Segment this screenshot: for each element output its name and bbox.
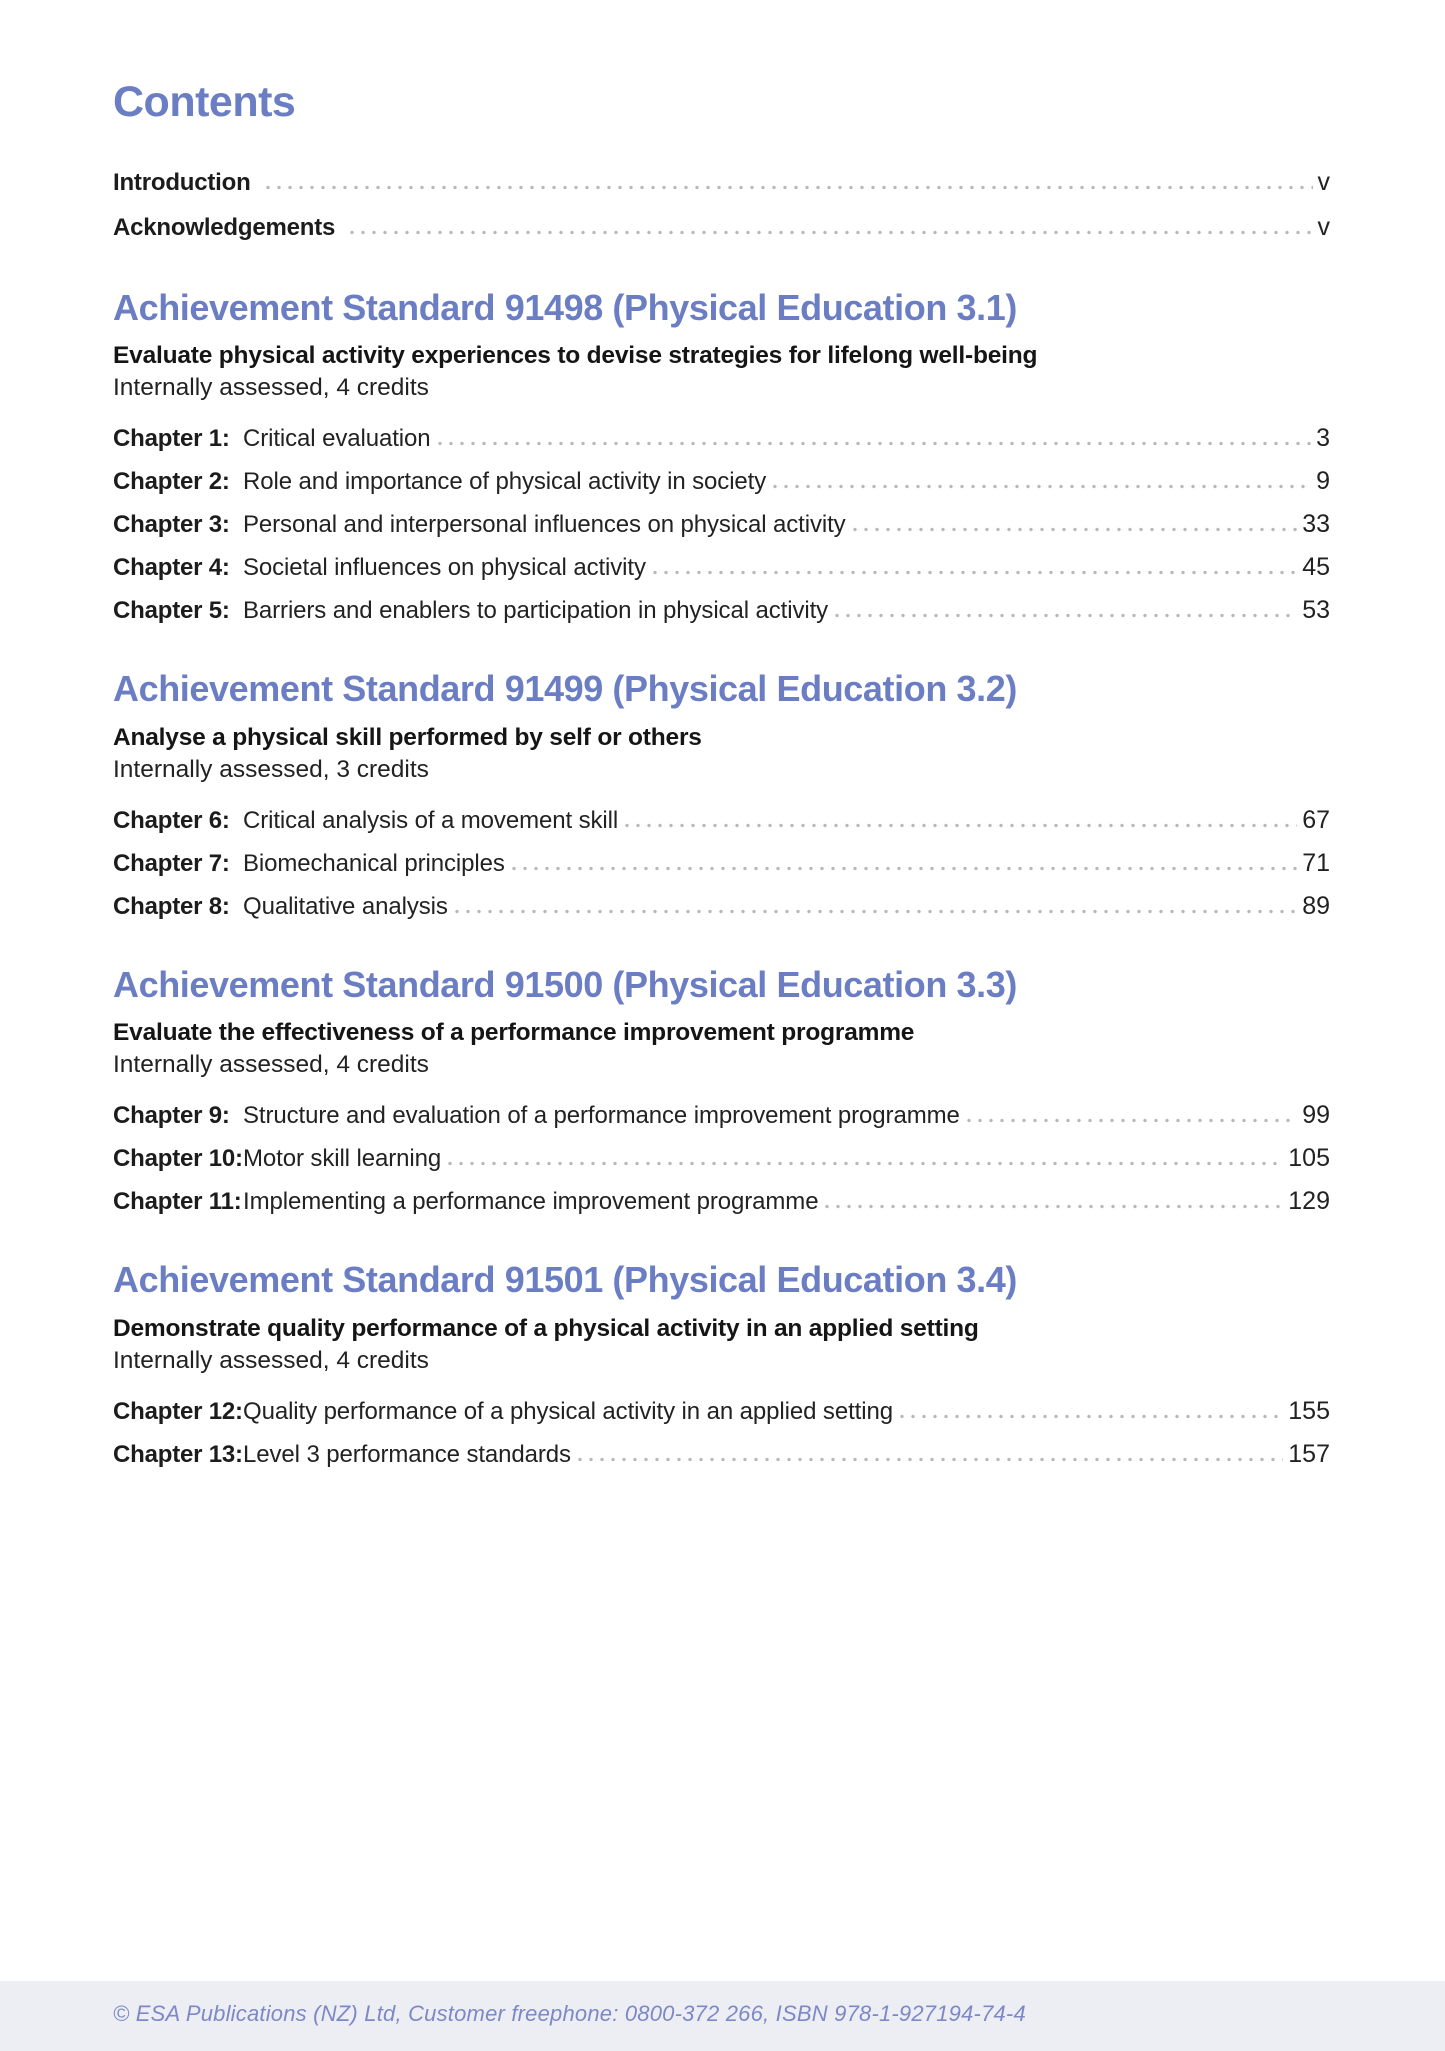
toc-row [113,212,1330,243]
section-assessment: Internally assessed, 4 credits [113,374,429,402]
toc-page-number: 89 [1302,891,1330,920]
toc-entry-title: Qualitative analysis [243,892,448,920]
toc-entry-label: Chapter 9: [113,1102,230,1130]
toc-entry-label: Introduction [113,169,251,196]
toc-entry-title: Critical analysis of a movement skill [243,806,619,834]
toc-entry-label: Chapter 5: [113,597,230,625]
toc-entry-label: Chapter 8: [113,892,230,920]
toc-row [113,848,1330,879]
dotted-leader [512,866,1297,871]
achievement-standard-section [113,668,1330,921]
toc-page-number: 157 [1288,1439,1330,1468]
dotted-leader [455,909,1297,914]
chapter-list [113,423,1330,626]
toc-entry-title: Motor skill learning [243,1145,442,1173]
toc-entry-title: Level 3 performance standards [243,1440,571,1468]
toc-entry-label: Chapter 13: [113,1440,243,1468]
toc-entry-label: Chapter 12: [113,1397,243,1425]
toc-entry-label: Chapter 1: [113,425,230,453]
toc-row [113,509,1330,540]
toc-entry-title: Structure and evaluation of a performance improvement programme [243,1102,960,1130]
toc-entry-title: Critical evaluation [243,425,431,453]
section-heading: Achievement Standard 91501 (Physical Education 3.4) [113,1259,1017,1301]
toc-page-number: 105 [1288,1144,1330,1173]
toc-row [113,466,1330,497]
section-subtitle: Demonstrate quality performance of a physical activity in an applied setting [113,1314,979,1342]
dotted-leader [967,1118,1297,1123]
toc-page-number: 155 [1288,1396,1330,1425]
toc-entry-title: Barriers and enablers to participation in physical activity [243,597,829,625]
toc-entry-label: Chapter 2: [113,468,230,496]
toc-page-number: v [1317,213,1330,241]
toc-entry-label: Chapter 10: [113,1145,243,1173]
toc-page-number: 53 [1302,596,1330,625]
toc-row [113,552,1330,583]
toc-page-number: 99 [1302,1101,1330,1130]
toc-page-number: 9 [1316,467,1330,496]
toc-page-number: 45 [1302,553,1330,582]
toc-entry-label: Chapter 6: [113,806,230,834]
dotted-leader [773,484,1311,489]
toc-entry-title: Personal and interpersonal influences on physical activity [243,511,846,539]
dotted-leader [448,1161,1283,1166]
toc-entry-label: Chapter 4: [113,554,230,582]
achievement-standard-section [113,964,1330,1217]
toc-row [113,1100,1330,1131]
footer-bar [0,1981,1445,2051]
section-assessment: Internally assessed, 4 credits [113,1346,429,1374]
toc-entry-label: Chapter 11: [113,1188,242,1216]
footer-text: © ESA Publications (NZ) Ltd, Customer freephone: 0800-372 266, ISBN 978-1-927194-74-4 [113,2001,1026,2026]
toc-row [113,891,1330,922]
toc-entry-label: Acknowledgements [113,214,336,241]
toc-entry-label: Chapter 7: [113,849,230,877]
section-assessment: Internally assessed, 3 credits [113,755,429,783]
toc-entry-label: Chapter 3: [113,511,230,539]
dotted-leader [625,823,1297,828]
dotted-leader [578,1457,1283,1462]
dotted-leader [266,185,1313,190]
section-heading: Achievement Standard 91499 (Physical Education 3.2) [113,668,1017,710]
toc-row [113,1439,1330,1470]
toc-page-number: v [1317,168,1330,196]
toc-row [113,1143,1330,1174]
toc-entry-title: Societal influences on physical activity [243,554,646,582]
dotted-leader [438,441,1312,446]
toc-entry-title: Biomechanical principles [243,849,505,877]
dotted-leader [900,1414,1283,1419]
section-subtitle: Analyse a physical skill performed by self or others [113,723,702,751]
toc-row [113,423,1330,454]
page-title: Contents [113,78,296,126]
toc-row [113,595,1330,626]
dotted-leader [350,230,1312,235]
chapter-list [113,1100,1330,1217]
sections-list [113,287,1330,1470]
chapter-list [113,1396,1330,1470]
dotted-leader [853,527,1298,532]
toc-page-number: 129 [1288,1187,1330,1216]
section-assessment: Internally assessed, 4 credits [113,1051,429,1079]
section-heading: Achievement Standard 91498 (Physical Education 3.1) [113,287,1017,328]
achievement-standard-section [113,1259,1330,1469]
toc-page-number: 33 [1302,510,1330,539]
dotted-leader [825,1204,1283,1209]
toc-entry-title: Implementing a performance improvement programme [243,1188,819,1216]
chapter-list [113,805,1330,922]
toc-entry-title: Role and importance of physical activity in society [243,468,767,496]
toc-entry-title: Quality performance of a physical activity in an applied setting [243,1397,893,1425]
toc-page-number: 71 [1302,848,1330,877]
section-heading: Achievement Standard 91500 (Physical Education 3.3) [113,963,1017,1005]
dotted-leader [835,613,1297,618]
section-subtitle: Evaluate the effectiveness of a performance improvement programme [113,1019,915,1047]
toc-row [113,1186,1330,1217]
dotted-leader [653,570,1297,575]
toc-row [113,1396,1330,1427]
toc-row [113,167,1330,198]
section-subtitle: Evaluate physical activity experiences to devise strategies for lifelong well-being [113,342,1038,370]
achievement-standard-section [113,287,1330,626]
toc-row [113,805,1330,836]
toc-page-number: 67 [1302,805,1330,834]
front-matter-list [113,167,1330,243]
toc-page-number: 3 [1316,424,1330,453]
